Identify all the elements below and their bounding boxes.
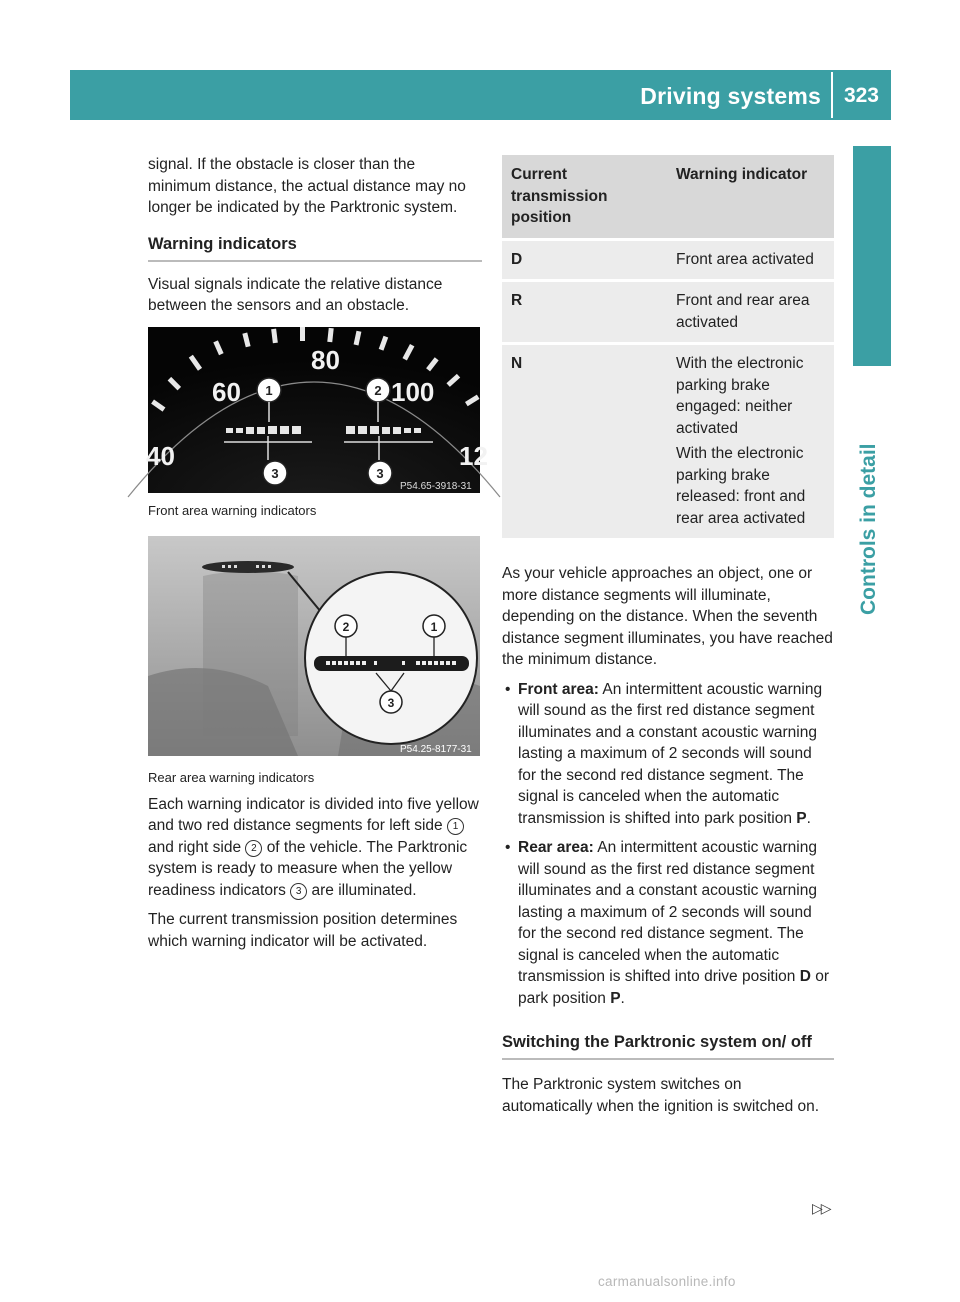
switch-on-paragraph: The Parktronic system switches on automatically when the ignition is switched on. <box>502 1076 820 1115</box>
marker-2: 2 <box>374 382 382 398</box>
visual-signals-paragraph: Visual signals indicate the relative distance between the sensors and an obstacle. <box>148 275 443 314</box>
rear-indicators-figure <box>148 536 480 756</box>
rear-view-image <box>148 536 480 756</box>
marker-3-inline: 3 <box>290 883 307 900</box>
marker-3-right: 3 <box>376 465 384 481</box>
speed-label: 80 <box>311 344 340 375</box>
side-tab-label-box <box>847 320 897 620</box>
list-item: • Rear area: An intermittent acoustic warning will sound as the first red distance segment illuminates and a constant acoustic warning lasting a maximum of 2 seconds will sound for the second red distance segment. The signal is canceled when the automatic transmission is shifted into drive position D or park position P. <box>502 837 834 1009</box>
heading-switching: Switching the Parktronic system on/ off <box>502 1031 834 1060</box>
page-number: 323 <box>843 84 879 107</box>
heading-warning-indicators: Warning indicators <box>148 233 482 262</box>
section-title: Driving systems <box>640 83 821 109</box>
table-header: Current transmission position <box>502 155 667 238</box>
transmission-table <box>502 152 834 541</box>
page-header <box>70 70 891 120</box>
table-row: R Front and rear area activated <box>502 282 834 342</box>
marker-2-inline: 2 <box>245 840 262 857</box>
instrument-cluster-image <box>146 327 488 493</box>
front-figure-caption: Front area warning indicators <box>148 502 317 518</box>
table-row: N With the electronic parking brake engaged: neither activated With the electronic parking brake released: front and rear area activated <box>502 345 834 538</box>
table-header: Warning indicator <box>667 155 834 238</box>
image-code: P54.65-3918-31 <box>400 480 472 492</box>
rear-figure-caption: Rear area warning indicators <box>148 769 315 785</box>
speed-label: 60 <box>212 376 241 407</box>
left-column <box>146 154 488 960</box>
approach-paragraph: As your vehicle approaches an object, one or more distance segments will illuminate, depending on the distance. When the seventh distance segment illuminates, you have reached the minimum distance. <box>502 565 833 668</box>
front-indicators-figure <box>146 327 488 493</box>
header-divider <box>831 72 833 118</box>
speed-label: 40 <box>146 440 175 471</box>
marker-1: 1 <box>265 382 273 398</box>
speed-label: 100 <box>391 376 435 407</box>
image-code: P54.25-8177-31 <box>400 743 472 755</box>
side-tab-label: Controls in detail <box>857 443 880 615</box>
speed-label: 12 <box>459 440 488 471</box>
marker-3-left: 3 <box>271 465 279 481</box>
segments-paragraph: Each warning indicator is divided into five yellow and two red distance segments for left side 1 and right side 2 of the vehicle. The Parktronic system is ready to measure when the yellow readiness indicators 3 are illuminated. <box>148 795 479 899</box>
transmission-paragraph: The current transmission position determines which warning indicator will be activated. <box>148 911 458 950</box>
marker-1-inline: 1 <box>447 818 464 835</box>
marker-2: 2 <box>342 619 350 634</box>
right-column <box>502 152 834 1125</box>
marker-3: 3 <box>387 695 395 710</box>
intro-paragraph: signal. If the obstacle is closer than the minimum distance, the actual distance may no longer be indicated by the Parktronic system. <box>148 156 466 216</box>
table-row: D Front area activated <box>502 241 834 280</box>
watermark: carmanualsonline.info <box>598 1274 736 1289</box>
list-item: • Front area: An intermittent acoustic warning will sound as the first red distance segment illuminates and a constant acoustic warning lasting a maximum of 2 seconds will sound for the second red distance segment. The signal is canceled when the automatic transmission is shifted into park position P. <box>502 679 834 830</box>
continue-marker: ▷▷ <box>812 1200 830 1216</box>
marker-1: 1 <box>430 619 438 634</box>
